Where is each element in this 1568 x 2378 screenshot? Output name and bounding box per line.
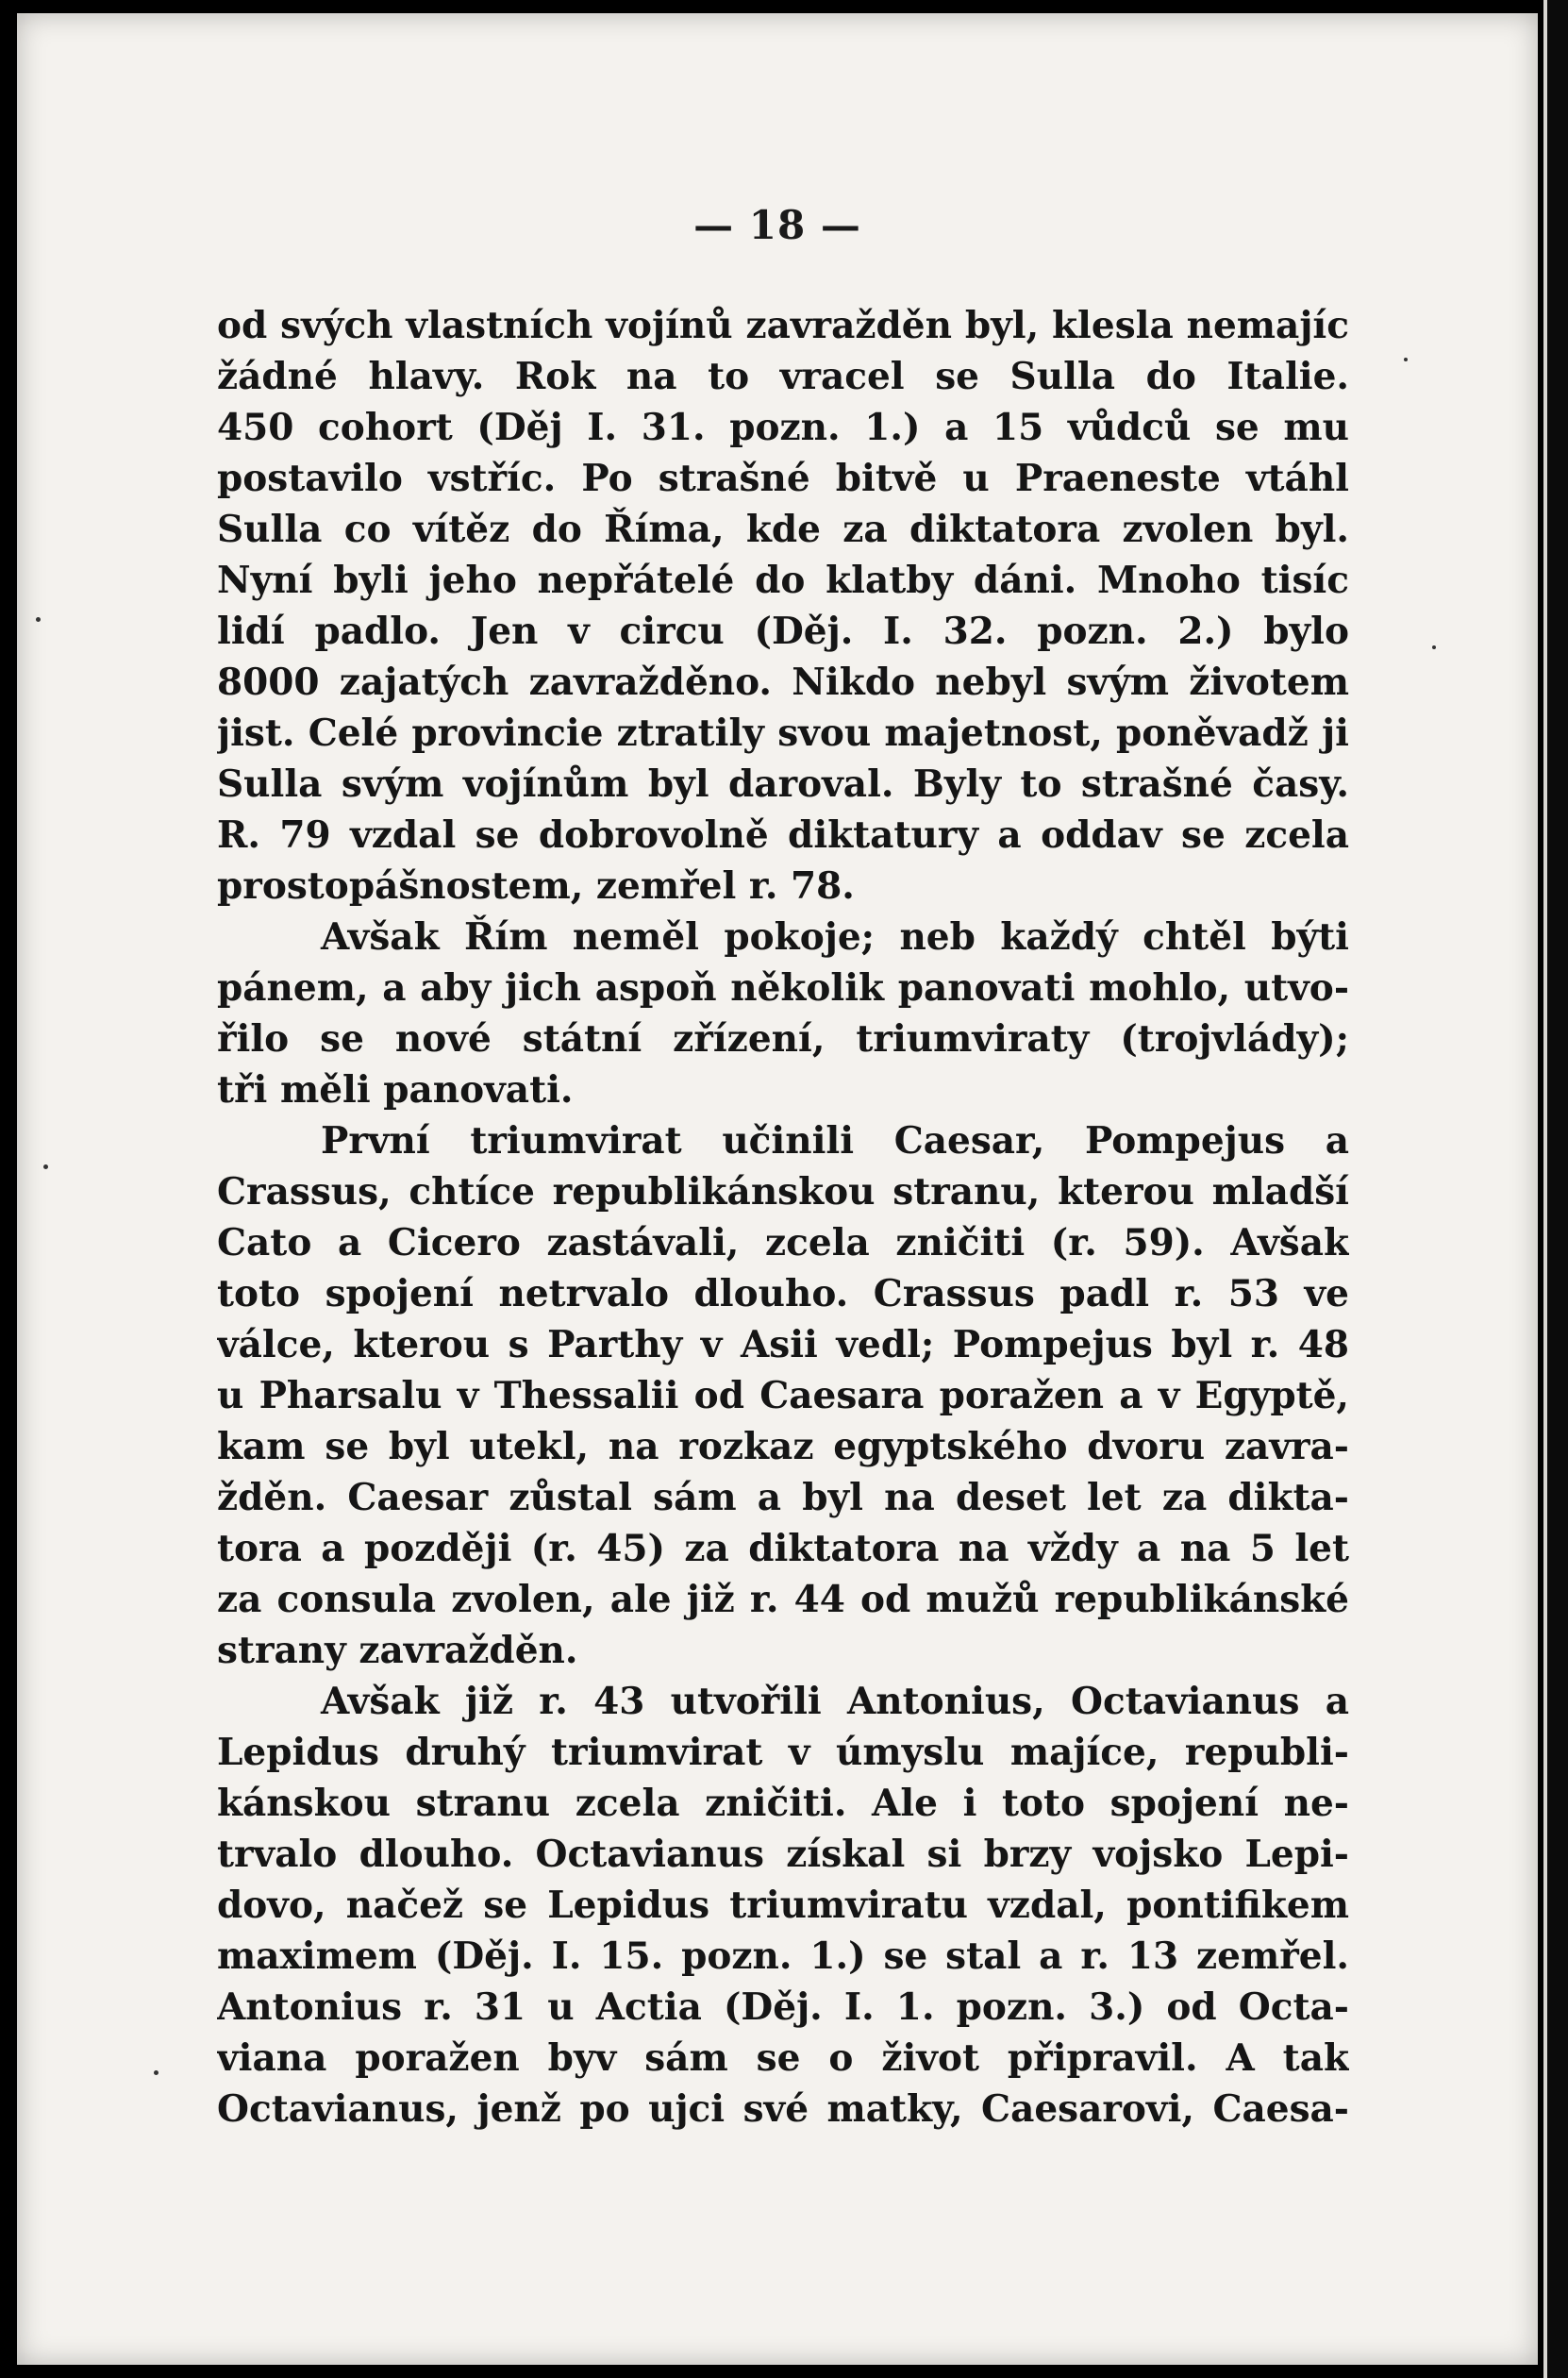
text-line: válce, kterou s Parthy v Asii vedl; Pompejus byl r. 48 (217, 1323, 1349, 1366)
text-line: postavilo vstříc. Po strašné bitvě u Praeneste vtáhl (217, 457, 1349, 500)
text-line: lidí padlo. Jen v circu (Děj. I. 32. pozn. 2.) bylo (217, 610, 1349, 653)
print-speck (1432, 645, 1436, 649)
text-line: Cato a Cicero zastávali, zcela zničiti (r. 59). Avšak (217, 1221, 1349, 1264)
text-line: od svých vlastních vojínů zavražděn byl, klesla nemajíc (217, 304, 1349, 347)
text-line: maximem (Děj. I. 15. pozn. 1.) se stal a r. 13 zemřel. (217, 1934, 1349, 1978)
text-line: tora a později (r. 45) za diktatora na vždy a na 5 let (217, 1527, 1349, 1570)
print-speck (1404, 358, 1408, 361)
text-line: jist. Celé provincie ztratily svou majetnost, poněvadž ji (217, 712, 1349, 755)
scan-edge (1543, 0, 1568, 2378)
text-line: toto spojení netrvalo dlouho. Crassus padl r. 53 ve (217, 1272, 1349, 1315)
text-line: dovo, načež se Lepidus triumviratu vzdal, pontifikem (217, 1884, 1349, 1927)
page-number: — 18 — (693, 202, 861, 248)
text-line: První triumvirat učinili Caesar, Pompejus a (321, 1119, 1349, 1163)
text-line: Nyní byli jeho nepřátelé do klatby dáni. Mnoho tisíc (217, 559, 1349, 602)
text-line: Antonius r. 31 u Actia (Děj. I. 1. pozn. 3.) od Octa- (217, 1985, 1349, 2029)
text-line: řilo se nové státní zřízení, triumviraty (trojvlády); (217, 1017, 1349, 1061)
text-line: 450 cohort (Děj I. 31. pozn. 1.) a 15 vůdců se mu (217, 406, 1349, 449)
text-line: R. 79 vzdal se dobrovolně diktatury a oddav se zcela (217, 813, 1349, 857)
text-line: Sulla svým vojínům byl daroval. Byly to strašné časy. (217, 762, 1349, 806)
text-line: kam se byl utekl, na rozkaz egyptského dvoru zavra- (217, 1425, 1349, 1468)
book-page (17, 13, 1538, 2365)
text-line: Lepidus druhý triumvirat v úmyslu majíce, republi- (217, 1731, 1349, 1774)
text-line: Octavianus, jenž po ujci své matky, Caesarovi, Caesa- (217, 2087, 1349, 2131)
text-line: Sulla co vítěz do Říma, kde za diktatora zvolen byl. (217, 508, 1349, 551)
text-line: Crassus, chtíce republikánskou stranu, kterou mladší (217, 1170, 1349, 1214)
print-speck (154, 2070, 158, 2075)
page-body-text (217, 300, 1349, 2135)
print-speck (36, 617, 41, 622)
text-line: za consula zvolen, ale již r. 44 od mužů republikánské (217, 1578, 1349, 1621)
text-line: prostopášnostem, zemřel r. 78. (217, 864, 855, 908)
text-line: viana poražen byv sám se o život připravil. A tak (217, 2036, 1349, 2080)
text-line: strany zavražděn. (217, 1629, 578, 1672)
text-line: 8000 zajatých zavražděno. Nikdo nebyl svým životem (217, 661, 1349, 704)
text-line: tři měli panovati. (217, 1068, 574, 1112)
text-line: žádné hlavy. Rok na to vracel se Sulla do Italie. (217, 355, 1349, 398)
text-line: u Pharsalu v Thessalii od Caesara poražen a v Egyptě, (217, 1374, 1349, 1417)
text-line: Avšak již r. 43 utvořili Antonius, Octavianus a (321, 1680, 1349, 1723)
text-line: Avšak Řím neměl pokoje; neb každý chtěl býti (321, 915, 1349, 959)
print-speck (43, 1164, 48, 1169)
text-line: žděn. Caesar zůstal sám a byl na deset let za dikta- (217, 1476, 1349, 1519)
text-line: trvalo dlouho. Octavianus získal si brzy vojsko Lepi- (217, 1833, 1349, 1876)
text-line: pánem, a aby jich aspoň několik panovati mohlo, utvo- (217, 966, 1349, 1010)
text-line: kánskou stranu zcela zničiti. Ale i toto spojení ne- (217, 1782, 1349, 1825)
